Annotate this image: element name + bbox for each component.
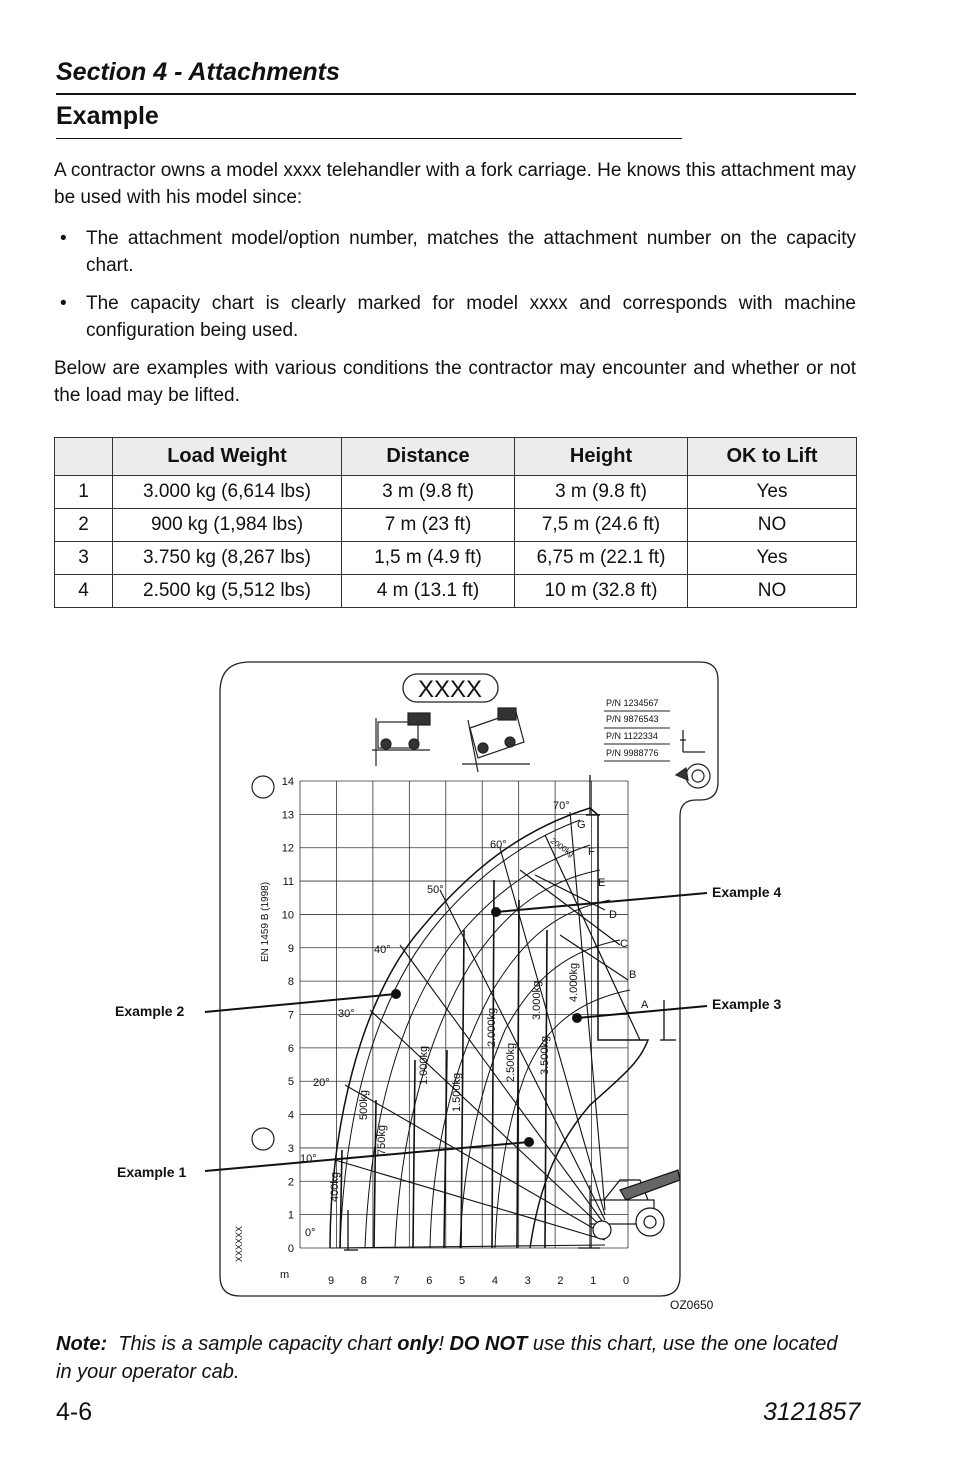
load-zone-label: 750kg <box>376 1125 388 1155</box>
note-text-1: This is a sample capacity chart <box>118 1333 392 1355</box>
example-1-label: Example 1 <box>117 1164 187 1180</box>
example-3-label: Example 3 <box>712 996 782 1012</box>
bullet-text: The capacity chart is clearly marked for model xxxx and corresponds with machine configuration being used. <box>86 293 856 341</box>
angle-label: 10° <box>300 1153 317 1165</box>
y-axis-ticks <box>282 776 294 1255</box>
x-tick-label: 5 <box>459 1275 466 1287</box>
col-header-height: Height <box>515 438 688 476</box>
y-tick-label: 1 <box>287 1209 294 1222</box>
bullet-dot-icon: • <box>60 293 67 314</box>
cell-ok-to-lift: NO <box>688 575 857 608</box>
extension-letter: C <box>620 938 628 950</box>
bullet-dot-icon: • <box>60 228 67 249</box>
cell-number: 1 <box>55 476 113 509</box>
forks-side-icon <box>680 730 705 752</box>
cell-distance: 4 m (13.1 ft) <box>342 575 515 608</box>
cell-load-weight: 3.000 kg (6,614 lbs) <box>113 476 342 509</box>
standard-label: EN 1459 B (1998) <box>260 881 271 962</box>
load-zone-label: 4.000kg <box>568 962 580 1002</box>
cell-load-weight: 2.500 kg (5,512 lbs) <box>113 575 342 608</box>
angle-label: 20° <box>313 1077 330 1089</box>
x-tick-label: 1 <box>590 1275 597 1287</box>
example-2-label: Example 2 <box>115 1003 185 1019</box>
part-number: P/N 1122334 <box>606 731 658 741</box>
model-label: XXXX <box>417 676 483 703</box>
y-tick-label: 12 <box>281 842 294 855</box>
y-tick-label: 9 <box>287 942 294 955</box>
y-tick-label: 2 <box>287 1176 294 1189</box>
x-tick-label: 6 <box>426 1275 433 1287</box>
cell-height: 10 m (32.8 ft) <box>515 575 688 608</box>
y-tick-label: 8 <box>287 976 294 989</box>
cell-height: 3 m (9.8 ft) <box>515 476 688 509</box>
load-zone-label: 500kg <box>358 1090 370 1120</box>
cell-number: 2 <box>55 509 113 542</box>
load-zone-label: 1.500kg <box>451 1072 463 1112</box>
angle-label: 70° <box>553 800 570 812</box>
note <box>56 1330 856 1386</box>
example-heading: Example <box>56 102 159 130</box>
y-tick-label: 0 <box>287 1243 294 1255</box>
y-tick-label: 11 <box>282 876 294 889</box>
arc-1 <box>340 820 580 1248</box>
figure-id: OZ0650 <box>670 1298 714 1312</box>
page-number: 4-6 <box>56 1398 93 1426</box>
cell-load-weight: 900 kg (1,984 lbs) <box>113 509 342 542</box>
chart-hole-top <box>252 776 274 798</box>
fork-carriage-icon <box>372 713 430 766</box>
note-text-2: ! <box>438 1333 444 1355</box>
extension-letter: B <box>629 969 637 981</box>
below-paragraph: Below are examples with various conditions the contractor may encounter and whether or not the load may be lifted. <box>54 358 856 406</box>
boom-angle-lines <box>330 812 605 1248</box>
example-1-leader <box>205 1142 529 1171</box>
y-tick-label: 10 <box>281 909 294 922</box>
cell-distance: 1,5 m (4.9 ft) <box>342 542 515 575</box>
tilted-carriage-icon <box>462 708 530 772</box>
load-zone-label: 2.500kg <box>505 1042 517 1082</box>
cell-ok-to-lift: Yes <box>688 542 857 575</box>
x-tick-label: 4 <box>491 1275 498 1287</box>
load-zone-label: 2.000kg <box>486 1007 498 1047</box>
load-zone-labels <box>329 963 580 1202</box>
x-tick-label: 9 <box>327 1275 335 1287</box>
extension-letter: A <box>641 999 649 1011</box>
extension-letter: D <box>609 909 617 921</box>
x-tick-label: 2 <box>557 1275 564 1287</box>
angle-label: 50° <box>427 884 444 896</box>
angle-label: 30° <box>338 1008 355 1020</box>
x-tick-label: 0 <box>622 1275 630 1287</box>
load-zone-label: 400kg <box>329 1172 341 1202</box>
intro-paragraph: A contractor owns a model xxxx telehandler with a fork carriage. He knows this attachment may be used with his model since: <box>54 160 856 208</box>
note-only: only <box>397 1333 439 1355</box>
angle-label: 0° <box>305 1227 316 1239</box>
section-title: Section 4 - Attachments <box>56 58 340 86</box>
boom-capacity-label: 2000kg <box>548 836 576 859</box>
cell-distance: 7 m (23 ft) <box>342 509 515 542</box>
chart-hole-bottom <box>252 1128 274 1150</box>
document-number: 3121857 <box>763 1398 861 1426</box>
cell-height: 6,75 m (22.1 ft) <box>515 542 688 575</box>
load-zone-label: 3.000kg <box>531 980 543 1020</box>
extension-letter: E <box>598 877 606 889</box>
part-number: P/N 9988776 <box>606 748 659 758</box>
serial-label: XXXXXX <box>234 1225 244 1262</box>
cell-number: 4 <box>55 575 113 608</box>
extension-letter: F <box>588 846 595 858</box>
angle-label: 40° <box>374 944 391 956</box>
load-zone-label: 1.000kg <box>418 1045 430 1085</box>
y-tick-label: 4 <box>287 1109 294 1122</box>
example-4-label: Example 4 <box>712 884 782 900</box>
x-tick-label: 8 <box>360 1275 367 1287</box>
x-axis-ticks <box>328 1275 629 1287</box>
x-tick-label: 7 <box>393 1275 400 1287</box>
bullet-text: The attachment model/option number, matches the attachment number on the capacity chart. <box>86 228 856 276</box>
y-tick-label: 13 <box>281 809 294 822</box>
example-2-leader <box>205 994 396 1012</box>
col-header-distance: Distance <box>342 438 515 476</box>
arc-6 <box>495 990 630 1248</box>
y-tick-label: 5 <box>287 1076 294 1089</box>
y-tick-label: 6 <box>287 1042 294 1055</box>
x-tick-label: 3 <box>524 1275 531 1287</box>
col-header-ok-to-lift: OK to Lift <box>688 438 857 476</box>
y-tick-label: 14 <box>281 776 294 788</box>
unit-label: m <box>280 1269 290 1281</box>
cell-ok-to-lift: NO <box>688 509 857 542</box>
y-tick-label: 3 <box>287 1142 294 1155</box>
extension-letter: G <box>577 819 586 831</box>
y-tick-label: 7 <box>287 1009 294 1022</box>
part-number: P/N 1234567 <box>606 698 659 708</box>
cell-number: 3 <box>55 542 113 575</box>
note-do-not: DO NOT <box>449 1333 528 1355</box>
note-text-3: use this chart, use the one located in your operator cab. <box>56 1333 838 1383</box>
note-label: Note: <box>56 1333 108 1355</box>
cell-distance: 3 m (9.8 ft) <box>342 476 515 509</box>
cell-height: 7,5 m (24.6 ft) <box>515 509 688 542</box>
cell-load-weight: 3.750 kg (8,267 lbs) <box>113 542 342 575</box>
example-4-leader <box>496 893 707 912</box>
col-header-load-weight: Load Weight <box>113 438 342 476</box>
angle-label: 60° <box>490 839 507 851</box>
load-zone-label: 3.500kg <box>539 1035 551 1075</box>
cell-ok-to-lift: Yes <box>688 476 857 509</box>
part-number: P/N 9876543 <box>606 714 659 724</box>
level-indicator-icon <box>676 764 710 788</box>
